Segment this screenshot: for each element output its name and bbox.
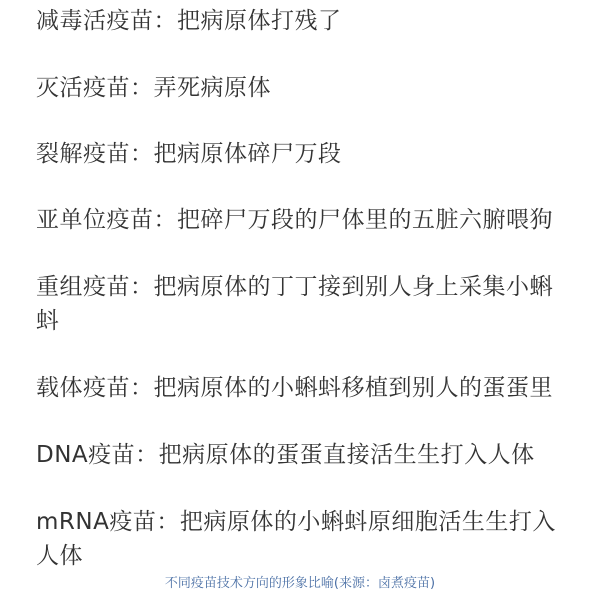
list-item-split-vaccine: 裂解疫苗：把病原体碎尸万段	[36, 141, 342, 167]
list-item-mrna-vaccine: mRNA疫苗：把病原体的小蝌蚪原细胞活生生打入人体	[36, 509, 556, 569]
list-item-recombinant-vaccine: 重组疫苗：把病原体的丁丁接到别人身上采集小蝌蚪	[36, 274, 553, 334]
list-item-dna-vaccine: DNA疫苗：把病原体的蛋蛋直接活生生打入人体	[36, 442, 535, 468]
list-item-attenuated-vaccine: 减毒活疫苗：把病原体打残了	[36, 8, 342, 34]
list-item-inactivated-vaccine: 灭活疫苗：弄死病原体	[36, 75, 271, 101]
image-caption: 不同疫苗技术方向的形象比喻(来源：卤煮疫苗)	[164, 576, 436, 591]
list-item-subunit-vaccine: 亚单位疫苗：把碎尸万段的尸体里的五脏六腑喂狗	[36, 207, 553, 233]
list-item-vector-vaccine: 载体疫苗：把病原体的小蝌蚪移植到别人的蛋蛋里	[36, 375, 553, 401]
